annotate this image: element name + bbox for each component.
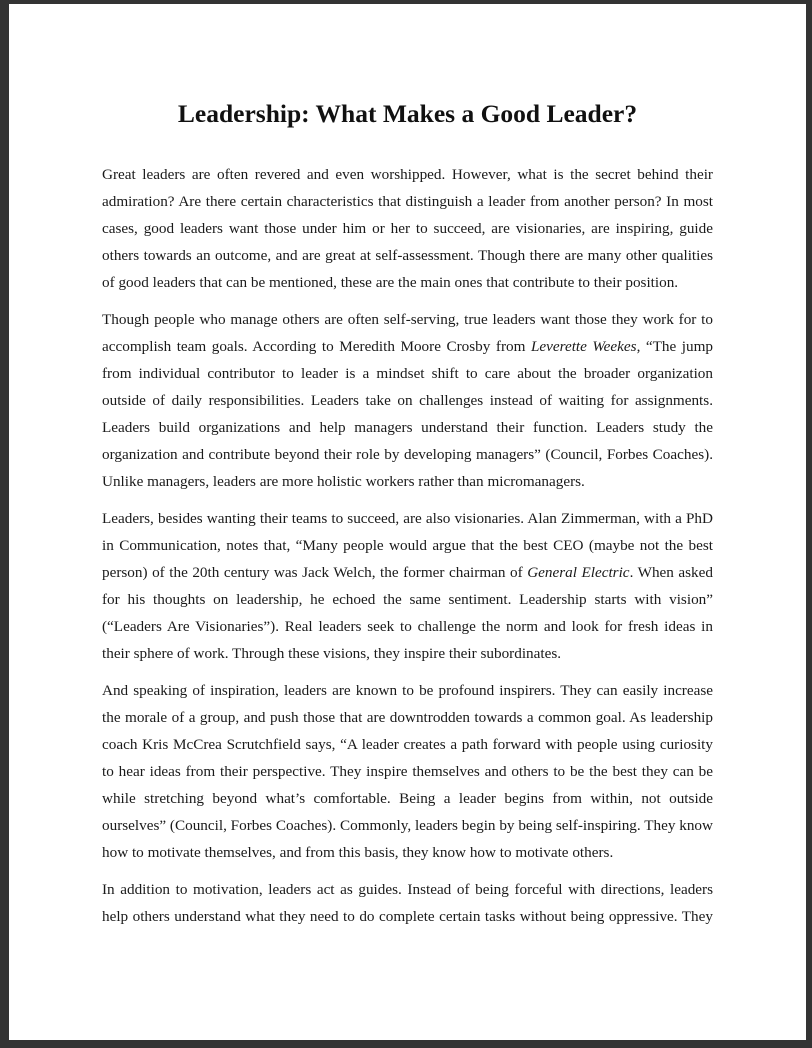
paragraph-text: And speaking of inspiration, leaders are known to be profound inspirers. They can easily increase the morale of a group, and push those that are downtrodden towards a common goal. As leadership coach Kris McCrea Scrutchfield says, “A leader creates a path forward with people using curiosity to hear ideas from their perspective. They inspire themselves and others to be the best they can be while stretching beyond what’s comfortable. Being a leader begins from within, not outside ourselves” (Council, Forbes Coaches). Commonly, leaders begin by being self-inspiring. They know how to motivate themselves, and from this basis, they know how to motivate others. bbox=[102, 682, 713, 861]
paragraph-text: , “The jump from individual contributor to leader is a mindset shift to care about the broader organization outside of daily responsibilities. Leaders take on challenges instead of waiting for assignments. Leaders build organizations and help managers understand their function. Leaders study the organization and contribute beyond their role by developing managers” (Council, Forbes Coaches). Unlike managers, leaders are more holistic workers rather than micromanagers. bbox=[102, 338, 713, 490]
paragraph-text: Though people who manage others are often self-serving, true leaders want those they work for to accomplish team goals. According to Meredith Moore Crosby from bbox=[102, 311, 713, 355]
body-paragraph bbox=[102, 161, 713, 296]
paragraph-text: Great leaders are often revered and even worshipped. However, what is the secret behind their admiration? Are there certain characteristics that distinguish a leader from another person? In most cases, good leaders want those under him or her to succeed, are visionaries, are inspiring, guide others towards an outcome, and are great at self-assessment. Though there are many other qualities of good leaders that can be mentioned, these are the main ones that contribute to their position. bbox=[102, 166, 713, 291]
document-page bbox=[9, 4, 806, 1040]
document-body bbox=[102, 161, 713, 930]
body-paragraph bbox=[102, 306, 713, 495]
paragraph-text: . When asked for his thoughts on leadership, he echoed the same sentiment. Leadership starts with vision” (“Leaders Are Visionaries”). Real leaders seek to challenge the norm and look for fresh ideas in their sphere of work. Through these visions, they inspire their subordinates. bbox=[102, 564, 713, 662]
body-paragraph bbox=[102, 876, 713, 930]
body-paragraph bbox=[102, 505, 713, 667]
body-paragraph bbox=[102, 677, 713, 866]
document-title: Leadership: What Makes a Good Leader? bbox=[177, 99, 638, 128]
italic-text: General Electric bbox=[527, 564, 630, 581]
paragraph-text: Leaders, besides wanting their teams to succeed, are also visionaries. Alan Zimmerman, with a PhD in Communication, notes that, “Many people would argue that the best CEO (maybe not the best person) of the 20th century was Jack Welch, the former chairman of bbox=[102, 510, 713, 581]
paragraph-text: In addition to motivation, leaders act as guides. Instead of being forceful with directions, leaders help others understand what they need to do complete certain tasks without being oppressive. They bbox=[102, 881, 713, 925]
italic-text: Leverette Weekes bbox=[530, 338, 637, 355]
